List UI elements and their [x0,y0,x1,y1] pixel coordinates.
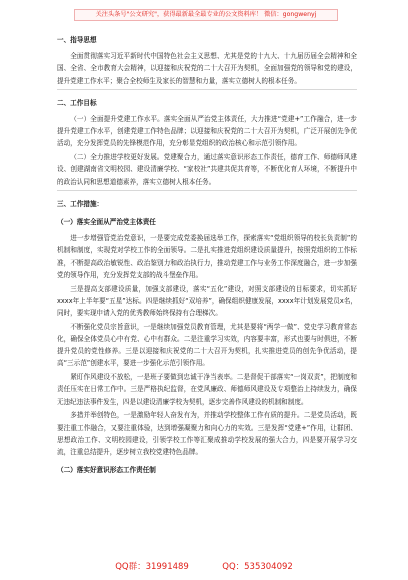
section-divider [57,190,357,191]
section-divider [57,89,357,90]
section-heading: 一、指导思想 [57,36,97,44]
body-paragraph: 多措并举创特色，一是激励年轻人奋发有为，并推动学校整体工作有质的提升。二是党员活动，既要注重工作融合，又要注重体验，达到增强凝聚力和向心力的实效。三是发挥“党建+”作用，让群团、思想政治工作、文明校园建设，引领学校工作等汇聚成推动学校发展的强大合力，四是要开展学习交流，注重总结提升，逐步树立我校党建特色品牌。 [57,411,357,457]
document-body [57,27,357,480]
body-paragraph: 全面贯彻落实习近平新时代中国特色社会主义思想、尤其是党的十九大、十九届历届全会精神和全国、全省、全市教育大会精神，以迎接和庆祝党的二十大召开为契机，全面加强党的领导和党的建设，提升党建工作水平；聚合全校师生及家长的智慧和力量，落实立德树人的根本任务。 [57,52,357,85]
subsection-heading: （一）落实全面从严治党主体责任 [57,218,156,227]
body-paragraph: 进一步增强管党治党意识，一是要完成党委换届选举工作，探索落实“党组织领导的校长负责制”的机制和制度，实现党对学校工作的全面领导。二是扎实推进党组织建设质量提升，按照党组织的工作标准，不断提高政治敏锐性、政治鉴别力和政治执行力，推动党建工作与业务工作深度融合，进一步加强党的领导作用，充分发挥党支部的战斗堡垒作用。 [57,234,357,279]
header-banner: 关注头条号"公文研究"，获得最新最全最专业的公文资料库！ 微信：gongwenyj [74,9,338,21]
body-paragraph: （二）全力推进学校更好发展。党建聚合力，通过落实意识形态工作责任，德育工作、师德师风建设、创建湖南省文明校园、建设清廉学校、“家校社”共建共促共育等，不断优化育人环境，不断提升中的政治认同和思想道德素养，落实立德树人根本任务。 [57,153,357,186]
footer-qq-group: QQ群：31991489 [115,562,189,572]
subsection-heading: （二）落实好意识形态工作责任制 [57,466,156,475]
footer-contacts [0,560,408,572]
body-paragraph: 紧盯作风建设不放松，一是班子要做到忠诚干净当表率。二是督促干部落实“一岗双责”，把制度和责任压实在日常工作中。三是严格执纪监督，在党风廉政、师德师风建设及专项整治上持续发力，确保无违纪违法事件发生，四是以建设清廉学校为契机，逐步完善作风建设的机制和制度。 [57,373,357,406]
body-paragraph: （一）全面提升党建工作水平。落实全面从严治党主体责任，大力推进“党建+”工作融合，进一步提升党建工作水平，创建党建工作特色品牌；以迎接和庆祝党的二十大召开为契机，广泛开展创先争优活动，充分发挥党员的先锋模范作用，充分彰显党组织的政治核心和示范引领作用。 [57,115,357,148]
section-heading: 二、工作目标 [57,98,97,107]
section-heading: 三、工作措施： [57,199,104,208]
footer-qq: QQ：535304092 [222,562,293,572]
body-paragraph: 三是提高支部建设质量，加强支部建设，落实“五化”建设，对照支部建设的目标要求，切实抓好xxxx年上半年要“五星”达标。四是继续抓好“双培养”，确保组织健康发展，xxxx年计划发展党员x名，同时，要实现申请入党的优秀教师始终保持有合理梯次。 [57,284,357,318]
body-paragraph: 不断强化党员宗旨意识，一是继续加强党员教育管理，尤其是要将“两学一做”、党史学习教育常态化，确保全体党员心中有党、心中有群众。二是注重学习实效，内容要丰富，形式也要与时俱进，不断提升党员的党性修养。三是以迎接和庆祝党的二十大召开为契机，扎实推进党员的创先争优活动，提高“三示范”创建水平，要进一步强化示范引领作用。 [57,322,357,368]
